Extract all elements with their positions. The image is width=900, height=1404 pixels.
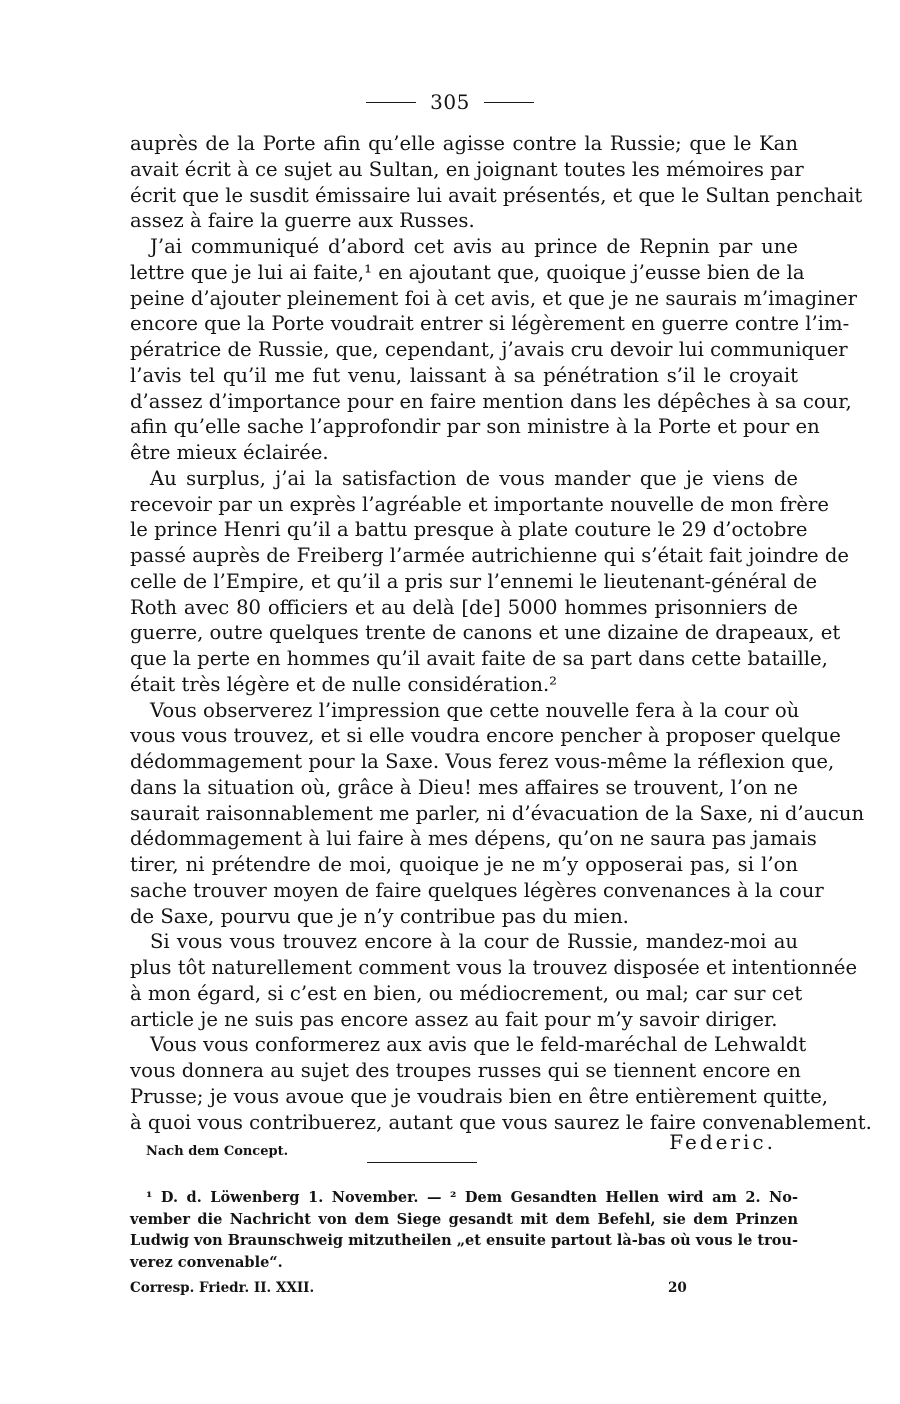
body-line: Roth avec 80 officiers et au delà [de] 5000 hommes prisonniers de	[130, 595, 798, 619]
footnote-rule	[367, 1162, 477, 1163]
body-line: dédommagement à lui faire à mes dépens, qu’on ne saura pas jamais	[130, 827, 817, 851]
body-line: à quoi vous contribuerez, autant que vous saurez le faire convenablement.	[130, 1110, 872, 1134]
body-line: Prusse; je vous avoue que je voudrais bien en être entièrement quitte,	[130, 1084, 829, 1108]
footnote-line: ¹ D. d. Löwenberg 1. November. — ² Dem Gesandten Hellen wird am 2. No-	[146, 1189, 798, 1206]
closing-block	[130, 1130, 798, 1160]
body-line: dédommagement pour la Saxe. Vous ferez vous-même la réflexion que,	[130, 750, 835, 773]
body-line: de Saxe, pourvu que je n’y contribue pas du mien.	[130, 904, 629, 928]
body-line: d’assez d’importance pour en faire mention dans les dépêches à sa cour,	[130, 389, 852, 413]
body-line: sache trouver moyen de faire quelques légères convenances à la cour	[130, 878, 824, 902]
body-line: passé auprès de Freiberg l’armée autrichienne qui s’était fait joindre de	[130, 544, 849, 567]
body-line: celle de l’Empire, et qu’il a pris sur l’ennemi le lieutenant-général de	[130, 569, 818, 593]
body-line: plus tôt naturellement comment vous la trouvez disposée et intentionnée	[130, 956, 858, 979]
footnote-line: Ludwig von Braunschweig mitzutheilen „et ensuite partout là-bas où vous le trou-	[130, 1232, 798, 1249]
body-line: peine d’ajouter pleinement foi à cet avis, et que je ne saurais m’imaginer	[130, 286, 857, 310]
body-line: était très légère et de nulle considération.²	[130, 672, 558, 696]
body-line: tirer, ni prétendre de moi, quoique je ne m’y opposerai pas, si l’on	[130, 853, 798, 876]
body-line: l’avis tel qu’il me fut venu, laissant à sa pénétration s’il le croyait	[130, 363, 798, 387]
body-line: avait écrit à ce sujet au Sultan, en joignant toutes les mémoires par	[130, 157, 804, 181]
letter-body	[130, 131, 872, 1135]
page-number: 305	[430, 90, 470, 114]
footnote-line: verez convenable“.	[130, 1253, 283, 1271]
page-header	[0, 84, 900, 120]
body-line: écrit que le susdit émissaire lui avait présentés, et que le Sultan penchait	[130, 183, 863, 207]
body-line: vous vous trouvez, et si elle voudra encore pencher à proposer quelque	[130, 724, 841, 748]
source-note: Nach dem Concept.	[146, 1144, 289, 1159]
body-line: à mon égard, si c’est en bien, ou médiocrement, ou mal; car sur cet	[130, 981, 803, 1005]
running-title: Corresp. Friedr. II. XXII.	[130, 1280, 315, 1296]
header-rule-left	[366, 102, 416, 103]
body-line: encore que la Porte voudrait entrer si légèrement en guerre contre l’im-	[130, 312, 850, 336]
body-line: que la perte en hommes qu’il avait faite de sa part dans cette bataille,	[130, 647, 828, 670]
header-rule-right	[484, 102, 534, 103]
body-line: guerre, outre quelques trente de canons et une dizaine de drapeaux, et	[130, 621, 841, 645]
body-line: Si vous vous trouvez encore à la cour de Russie, mandez-moi au	[150, 930, 798, 954]
body-line: recevoir par un exprès l’agréable et importante nouvelle de mon frère	[130, 492, 829, 516]
body-line: J’ai communiqué d’abord cet avis au prince de Repnin par une	[150, 235, 798, 258]
body-line: saurait raisonnablement me parler, ni d’évacuation de la Saxe, ni d’aucun	[130, 801, 865, 825]
body-line: afin qu’elle sache l’approfondir par son ministre à la Porte et pour en	[130, 415, 820, 439]
footnote-line: vember die Nachricht von dem Siege gesandt mit dem Befehl, sie dem Prinzen	[130, 1210, 798, 1228]
body-line: le prince Henri qu’il a battu presque à plate couture le 29 d’octobre	[130, 518, 808, 542]
running-foot	[130, 1280, 798, 1302]
body-line: vous donnera au sujet des troupes russes qui se tiennent encore en	[130, 1059, 801, 1082]
body-line: assez à faire la guerre aux Russes.	[130, 209, 475, 233]
body-line: dans la situation où, grâce à Dieu! mes affaires se trouvent, l’on ne	[130, 775, 798, 799]
signature: Federic.	[669, 1130, 776, 1154]
body-line: auprès de la Porte afin qu’elle agisse contre la Russie; que le Kan	[130, 132, 798, 155]
body-line: article je ne suis pas encore assez au fait pour m’y savoir diriger.	[130, 1007, 778, 1031]
body-line: Vous observerez l’impression que cette nouvelle fera à la cour où	[150, 698, 800, 722]
body-line: Au surplus, j’ai la satisfaction de vous mander que je viens de	[150, 466, 798, 490]
footnotes	[130, 1187, 798, 1273]
body-line: Vous vous conformerez aux avis que le feld-maréchal de Lehwaldt	[150, 1033, 807, 1057]
body-line: être mieux éclairée.	[130, 441, 329, 464]
signature-mark: 20	[668, 1280, 687, 1296]
body-line: pératrice de Russie, que, cependant, j’avais cru devoir lui communiquer	[130, 338, 848, 361]
body-line: lettre que je lui ai faite,¹ en ajoutant que, quoique j’eusse bien de la	[130, 260, 805, 284]
